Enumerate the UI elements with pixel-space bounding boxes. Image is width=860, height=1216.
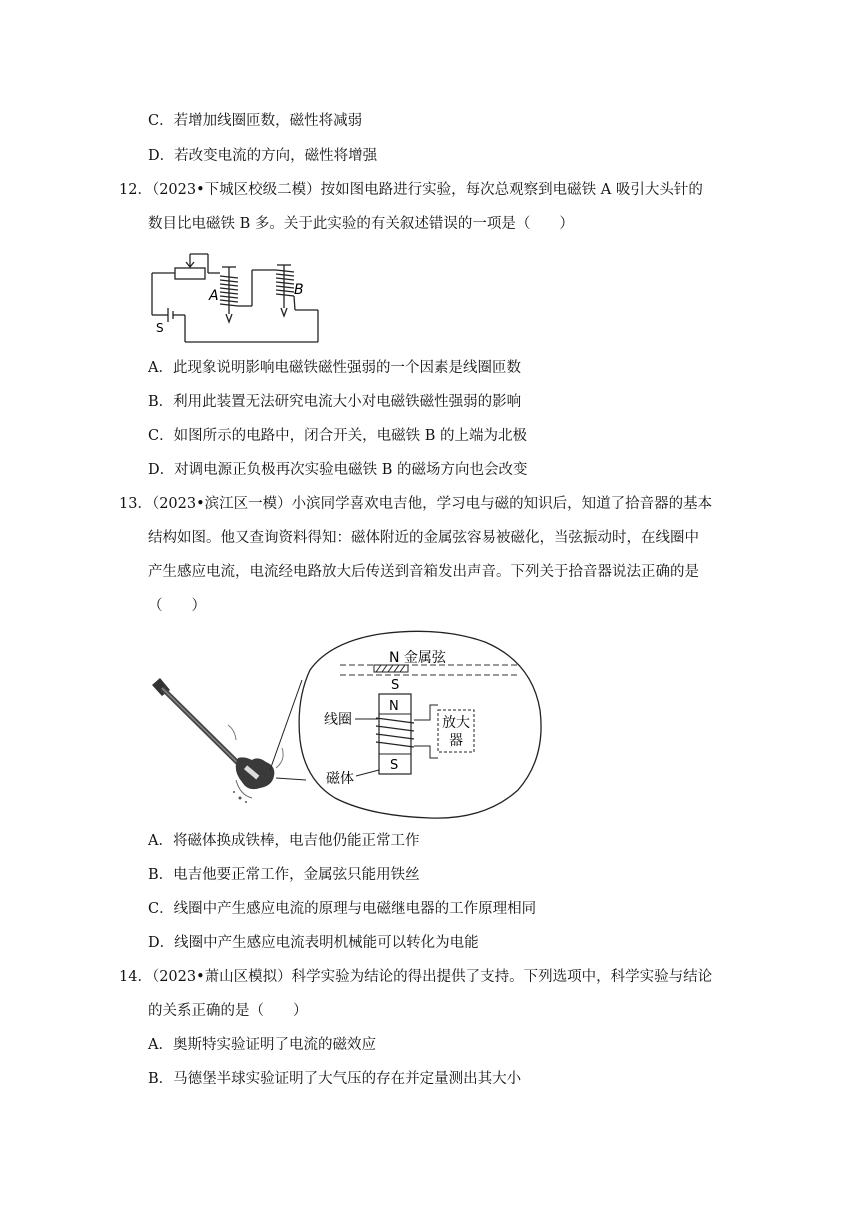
q12-label-b: B (294, 282, 304, 298)
q13-stem-line3: 产生感应电流，电流经电路放大后传送到音箱发出声音。下列关于拾音器说法正确的是 (148, 564, 699, 580)
q13-stem-line4: （ ） (148, 598, 206, 614)
q13-stem-line1: 13．（2023•滨江区一模）小滨同学喜欢电吉他，学习电与磁的知识后，知道了拾音器的基本 (119, 496, 713, 512)
q13-option-d: D．线圈中产生感应电流表明机械能可以转化为电能 (148, 935, 479, 951)
q12-option-d: D．对调电源正负极再次实验电磁铁 B 的磁场方向也会改变 (148, 462, 528, 478)
q13-magnet-label: 磁体 (326, 771, 354, 787)
q13-option-b: B．电吉他要正常工作，金属弦只能用铁丝 (148, 867, 420, 883)
q13-amp-label-line1: 放大 (442, 715, 470, 731)
q13-string-label: N 金属弦 (389, 650, 446, 666)
q14-option-a: A．奥斯特实验证明了电流的磁效应 (148, 1037, 376, 1053)
q13-stem-line2: 结构如图。他又查询资料得知：磁体附近的金属弦容易被磁化，当弦振动时，在线圈中 (148, 530, 699, 546)
q13-s-top-label: S (391, 678, 400, 693)
q12-option-b: B．利用此装置无法研究电流大小对电磁铁磁性强弱的影响 (148, 394, 522, 410)
q12-label-s: S (156, 321, 164, 335)
q13-amp-label-line2: 器 (449, 733, 463, 749)
q12-stem-line2: 数目比电磁铁 B 多。关于此实验的有关叙述错误的一项是（ ） (148, 216, 574, 232)
q12-option-a: A．此现象说明影响电磁铁磁性强弱的一个因素是线圈匝数 (148, 360, 521, 376)
q14-stem-line2: 的关系正确的是（ ） (148, 1003, 308, 1019)
q12-circuit-diagram (140, 250, 330, 350)
q11-option-d: D．若改变电流的方向，磁性将增强 (148, 148, 378, 164)
q12-option-c: C．如图所示的电路中，闭合开关，电磁铁 B 的上端为北极 (148, 428, 527, 444)
q14-option-b: B．马德堡半球实验证明了大气压的存在并定量测出其大小 (148, 1071, 522, 1087)
q11-option-c: C．若增加线圈匝数，磁性将减弱 (148, 113, 363, 129)
q13-s-bottom-label: S (390, 758, 399, 773)
q13-option-c: C．线圈中产生感应电流的原理与电磁继电器的工作原理相同 (148, 901, 537, 917)
q12-label-a: A (209, 288, 219, 304)
q12-stem-line1: 12．（2023•下城区校级二模）按如图电路进行实验，每次总观察到电磁铁 A 吸引大头针的 (119, 182, 703, 198)
q13-n-label: N (389, 699, 399, 714)
q13-option-a: A．将磁体换成铁棒，电吉他仍能正常工作 (148, 833, 420, 849)
electric-guitar-icon (152, 678, 283, 803)
q13-pickup-diagram (140, 630, 560, 820)
q14-stem-line1: 14．（2023•萧山区模拟）科学实验为结论的得出提供了支持。下列选项中，科学实验与结论 (119, 969, 713, 985)
q13-coil-label: 线圈 (324, 712, 352, 728)
